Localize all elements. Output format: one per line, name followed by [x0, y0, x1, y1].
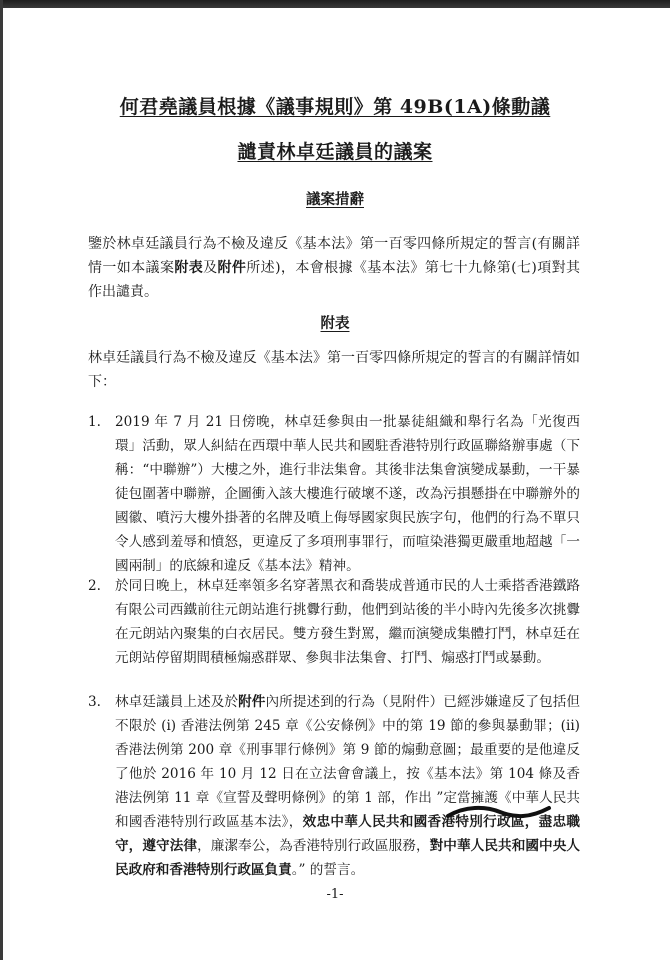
motion-text-part: 及: [203, 260, 218, 276]
motion-heading: 議案措辭: [306, 191, 364, 208]
photo-edge-top: [0, 0, 670, 8]
motion-text: [88, 232, 580, 304]
item-bold-oath-allegiance: 效忠中華人民共和國香港特別行政區，盡忠職守，遵守法律: [115, 814, 581, 854]
schedule-intro: 林卓廷議員行為不檢及違反《基本法》第一百零四條所規定的誓言的有關詳情如下：: [88, 350, 580, 390]
document-title: 何君堯議員根據《議事規則》第 49B(1A)條動議: [119, 96, 551, 118]
list-item: [88, 690, 580, 882]
item-text-part: ，廉潔奉公，為香港特別行政區服務，: [197, 838, 430, 854]
item-text-part: 。” 的誓言。: [291, 862, 365, 878]
list-item-number: 3.: [88, 694, 101, 710]
motion-text-part: 所述)，本會根據《基本法》第七十九條第(七)項對其作出譴責。: [88, 260, 581, 300]
list-item: [88, 410, 580, 578]
page-number: -1-: [326, 887, 344, 902]
schedule-heading: 附表: [320, 315, 350, 332]
list-item-text: 於同日晚上，林卓廷率領多名穿著黑衣和喬裝成普通市民的人士乘搭香港鐵路有限公司西鐵前往元朗站進行挑釁行動，他們到站後的半小時內先後多次挑釁在元朗站內聚集的白衣居民。雙方發生對罵，繼而演變成集體打鬥，林卓廷在元朗站停留期間積極煽惑群眾、參與非法集會、打鬥、煽惑打鬥或暴動。: [115, 578, 580, 666]
list-item-text: [115, 690, 580, 882]
list-item: [88, 574, 580, 670]
item-text-part: 內所提述到的行為（見附件）已經涉嫌違反了包括但不限於 (i) 香港法例第 245 章《公安條例》中的第 19 節的參與暴動罪；(ii) 香港法例第 200 章《刑事罪行條例》第 9 節的煽動意圖；最重要的是他違反了他於 2016 年 10 月 12 日在立法會會議上，按《基本法》第 104 條及香港法例第 11 章《宣誓及聲明條例》的第 1 部，作出 ”定當擁護《中華人民共和國香港特別行政區基本法》，: [115, 694, 581, 830]
list-item-number: 2.: [88, 578, 101, 594]
motion-bold-schedule: 附表: [174, 260, 204, 276]
document-subtitle: 譴責林卓廷議員的議案: [237, 141, 433, 163]
item-bold-annex: 附件: [238, 694, 266, 710]
pen-scribble-mark: [445, 802, 555, 822]
item-bold-oath-accountability: 對中華人民共和國中央人民政府和香港特別行政區負責: [115, 838, 581, 878]
list-item-number: 1.: [88, 414, 101, 430]
list-item-text: 2019 年 7 月 21 日傍晚，林卓廷參與由一批暴徒組織和舉行名為「光復西環」活動，眾人糾結在西環中華人民共和國駐香港特別行政區聯絡辦事處（下稱：“中聯辦”）大樓之外，進行非法集會。其後非法集會演變成暴動，一干暴徒包圍著中聯辦，企圖衝入該大樓進行破壞不遂，改為污損懸掛在中聯辦外的國徽、噴污大樓外掛著的名牌及噴上侮辱國家與民族字句，他們的行為不單只令人感到羞辱和憤怒，更違反了多項刑事罪行，而喧染港獨更嚴重地超越「一國兩制」的底線和違反《基本法》精神。: [115, 414, 580, 574]
item-text-part: 林卓廷議員上述及於: [115, 694, 239, 710]
motion-bold-annex: 附件: [217, 260, 247, 276]
motion-text-part: 鑒於林卓廷議員行為不檢及違反《基本法》第一百零四條所規定的誓言(有關詳情一如本議案: [88, 236, 580, 276]
